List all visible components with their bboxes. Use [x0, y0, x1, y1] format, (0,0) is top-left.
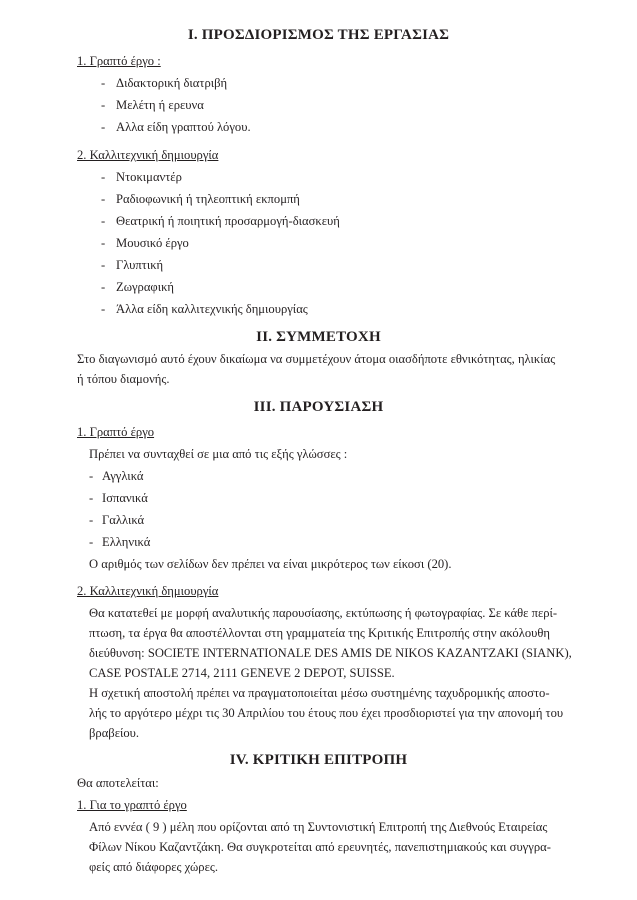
section-3-artistic-heading: 2. Καλλιτεχνική δημιουργία — [77, 584, 219, 598]
paragraph-line: λής το αργότερο μέχρι τις 30 Απριλίου του έτους που έχει προσδιοριστεί για την απονομή του — [89, 706, 564, 720]
list-item: - Ισπανικά — [89, 491, 148, 505]
paragraph-line: CASE POSTALE 2714, 2111 GENEVE 2 DEPOT, SUISSE. — [89, 666, 395, 680]
section-3-written-heading: 1. Γραπτό έργο — [77, 425, 155, 439]
list-item: - Γαλλικά — [89, 513, 145, 527]
section-4-written-heading: 1. Για το γραπτό έργο — [77, 798, 187, 812]
paragraph-line: ή τόπου διαμονής. — [77, 372, 170, 386]
list-item: - Διδακτορική διατριβή — [101, 76, 228, 90]
list-item: - Ζωγραφική — [101, 280, 175, 294]
section-2-title: ΙΙ. ΣΥΜΜΕΤΟΧΗ — [256, 329, 381, 345]
paragraph-line: διεύθυνση: SOCIETE INTERNATIONALE DES AMIS DE NIKOS KAZANTZAKI (SIANK), — [89, 646, 572, 660]
list-item: - Αλλα είδη γραπτού λόγου. — [101, 120, 251, 134]
paragraph-line: Θα κατατεθεί με μορφή αναλυτικής παρουσίασης, εκτύπωσης ή φωτογραφίας. Σε κάθε περί- — [89, 606, 558, 620]
list-item: - Αγγλικά — [89, 469, 144, 483]
section-1-written-heading: 1. Γραπτό έργο : — [77, 54, 161, 68]
list-item: - Γλυπτική — [101, 258, 164, 272]
list-item: - Άλλα είδη καλλιτεχνικής δημιουργίας — [101, 302, 308, 316]
list-item: - Ραδιοφωνική ή τηλεοπτική εκπομπή — [101, 192, 300, 206]
list-item: - Μελέτη ή ερευνα — [101, 98, 204, 112]
paragraph-line: Φίλων Νίκου Καζαντζάκη. Θα συγκροτείται από ερευνητές, πανεπιστημιακούς και συγγρα- — [89, 840, 551, 854]
page-count-note: Ο αριθμός των σελίδων δεν πρέπει να είναι μικρότερος των είκοσι (20). — [89, 557, 452, 571]
section-1-artistic-heading: 2. Καλλιτεχνική δημιουργία — [77, 148, 219, 162]
list-item: - Ελληνικά — [89, 535, 151, 549]
section-4-title: ΙV. ΚΡΙΤΙΚΗ ΕΠΙΤΡΟΠΗ — [229, 752, 408, 768]
paragraph-line: Η σχετική αποστολή πρέπει να πραγματοποιείται μέσω συστημένης ταχυδρομικής αποστο- — [89, 686, 550, 700]
section-3-title: ΙΙΙ. ΠΑΡΟΥΣΙΑΣΗ — [253, 399, 384, 415]
paragraph-line: βραβείου. — [89, 726, 140, 740]
committee-intro: Θα αποτελείται: — [77, 776, 159, 790]
languages-intro: Πρέπει να συνταχθεί σε μια από τις εξής γλώσσες : — [89, 447, 348, 461]
paragraph-line: Από εννέα ( 9 ) μέλη που ορίζονται από τη Συντονιστική Επιτροπή της Διεθνούς Εταιρείας — [89, 820, 548, 834]
paragraph-line: πτωση, τα έργα θα αποστέλλονται στη γραμματεία της Κριτικής Επιτροπής στην ακόλουθη — [89, 626, 550, 640]
list-item: - Ντοκιμαντέρ — [101, 170, 182, 184]
paragraph-line: Στο διαγωνισμό αυτό έχουν δικαίωμα να συμμετέχουν άτομα οιασδήποτε εθνικότητας, ηλικίας — [77, 352, 556, 366]
list-item: - Μουσικό έργο — [101, 236, 189, 250]
section-1-title: Ι. ΠΡΟΣΔΙΟΡΙΣΜΟΣ ΤΗΣ ΕΡΓΑΣΙΑΣ — [187, 27, 450, 43]
list-item: - Θεατρική ή ποιητική προσαρμογή-διασκευή — [101, 214, 340, 228]
paragraph-line: φείς από διάφορες χώρες. — [89, 860, 218, 874]
